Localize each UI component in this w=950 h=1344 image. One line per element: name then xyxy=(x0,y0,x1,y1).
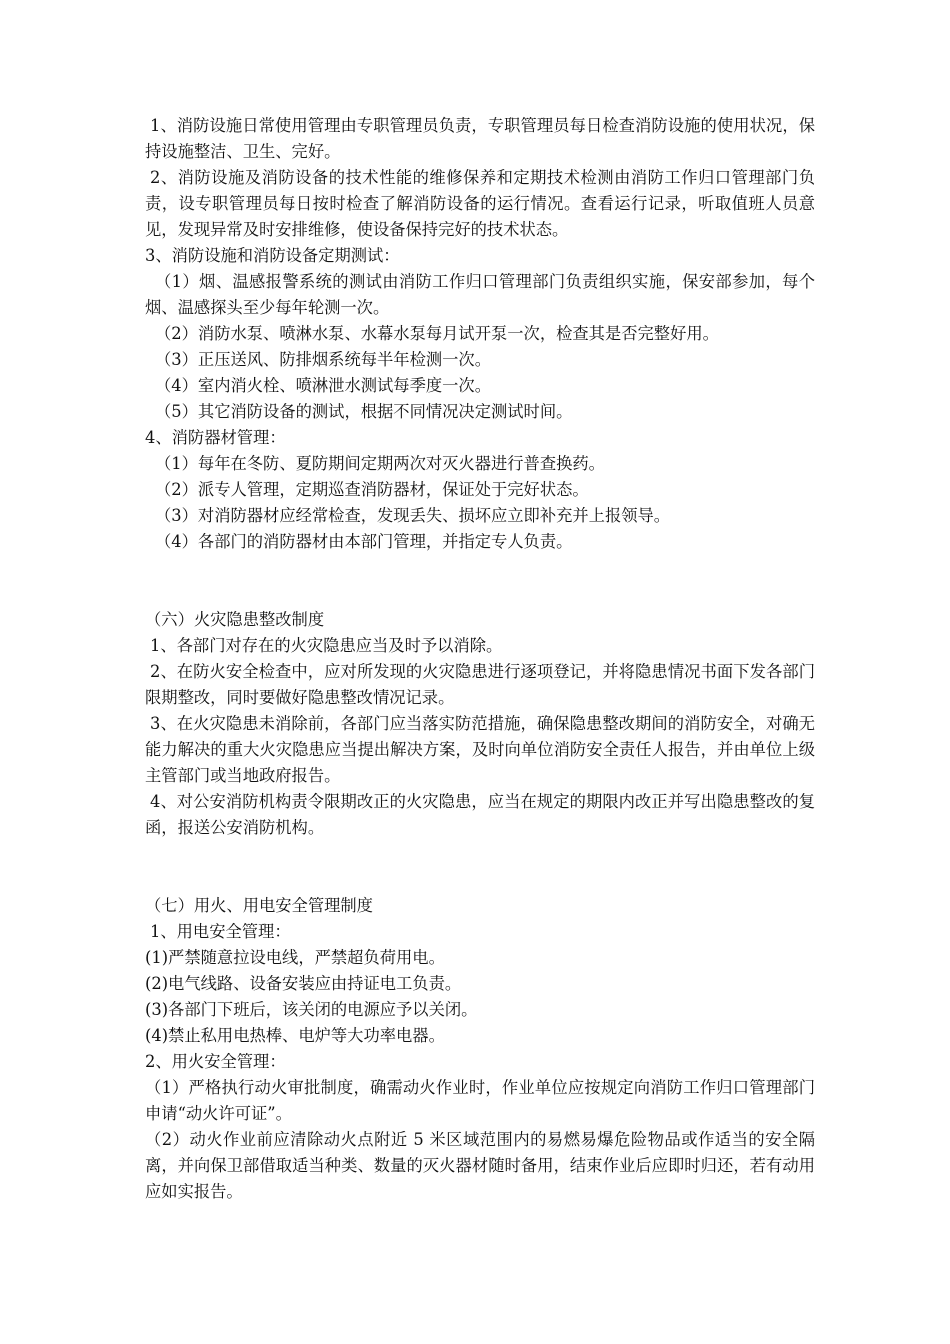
paragraph: 3、在火灾隐患未消除前，各部门应当落实防范措施，确保隐患整改期间的消防安全，对确无能力解决的重大火灾隐患应当提出解决方案，及时向单位消防安全责任人报告，并由单位上级主管部门或当地政府报告。 xyxy=(145,714,815,785)
paragraph: 3、消防设施和消防设备定期测试： xyxy=(145,246,400,265)
section-spacer xyxy=(145,841,815,893)
paragraph: (3)各部门下班后，该关闭的电源应予以关闭。 xyxy=(145,1000,478,1019)
paragraph: （1）每年在冬防、夏防期间定期两次对灭火器进行普查换药。 xyxy=(155,454,605,473)
paragraph: (4)禁止私用电热棒、电炉等大功率电器。 xyxy=(145,1026,445,1045)
paragraph: 1、用电安全管理： xyxy=(150,922,291,941)
paragraph: （2）派专人管理，定期巡查消防器材，保证处于完好状态。 xyxy=(155,480,589,499)
document-page xyxy=(145,113,815,1205)
paragraph: （2）消防水泵、喷淋水泵、水幕水泵每月试开泵一次，检查其是否完整好用。 xyxy=(155,324,719,343)
paragraph: 4、对公安消防机构责令限期改正的火灾隐患，应当在规定的期限内改正并写出隐患整改的复函，报送公安消防机构。 xyxy=(145,792,815,837)
paragraph: 4、消防器材管理： xyxy=(145,428,286,447)
paragraph: （4）室内消火栓、喷淋泄水测试每季度一次。 xyxy=(155,376,491,395)
paragraph: （4）各部门的消防器材由本部门管理，并指定专人负责。 xyxy=(155,532,573,551)
paragraph: (1)严禁随意拉设电线，严禁超负荷用电。 xyxy=(145,948,445,967)
paragraph: 2、消防设施及消防设备的技术性能的维修保养和定期技术检测由消防工作归口管理部门负责，设专职管理员每日按时检查了解消防设备的运行情况。查看运行记录，听取值班人员意见，发现异常及时安排维修，使设备保持完好的技术状态。 xyxy=(145,168,815,239)
paragraph: 1、消防设施日常使用管理由专职管理员负责，专职管理员每日检查消防设施的使用状况，保持设施整洁、卫生、完好。 xyxy=(145,116,815,161)
paragraph: （2）动火作业前应清除动火点附近 5 米区域范围内的易燃易爆危险物品或作适当的安全隔离，并向保卫部借取适当种类、数量的灭火器材随时备用，结束作业后应即时归还，若有动用应如实报告。 xyxy=(145,1130,815,1201)
section-heading: （六）火灾隐患整改制度 xyxy=(145,610,325,629)
paragraph: 2、在防火安全检查中，应对所发现的火灾隐患进行逐项登记，并将隐患情况书面下发各部门限期整改，同时要做好隐患整改情况记录。 xyxy=(145,662,815,707)
paragraph: （5）其它消防设备的测试，根据不同情况决定测试时间。 xyxy=(155,402,573,421)
paragraph: （3）对消防器材应经常检查，发现丢失、损坏应立即补充并上报领导。 xyxy=(155,506,671,525)
paragraph: （1）烟、温感报警系统的测试由消防工作归口管理部门负责组织实施，保安部参加，每个烟、温感探头至少每年轮测一次。 xyxy=(145,272,815,317)
paragraph: 1、各部门对存在的火灾隐患应当及时予以消除。 xyxy=(150,636,503,655)
section-spacer xyxy=(145,555,815,607)
paragraph: （3）正压送风、防排烟系统每半年检测一次。 xyxy=(155,350,491,369)
paragraph: 2、用火安全管理： xyxy=(145,1052,286,1071)
paragraph: （1）严格执行动火审批制度，确需动火作业时，作业单位应按规定向消防工作归口管理部门申请“动火许可证”。 xyxy=(145,1078,815,1123)
section-heading: （七）用火、用电安全管理制度 xyxy=(145,896,373,915)
paragraph: (2)电气线路、设备安装应由持证电工负责。 xyxy=(145,974,462,993)
